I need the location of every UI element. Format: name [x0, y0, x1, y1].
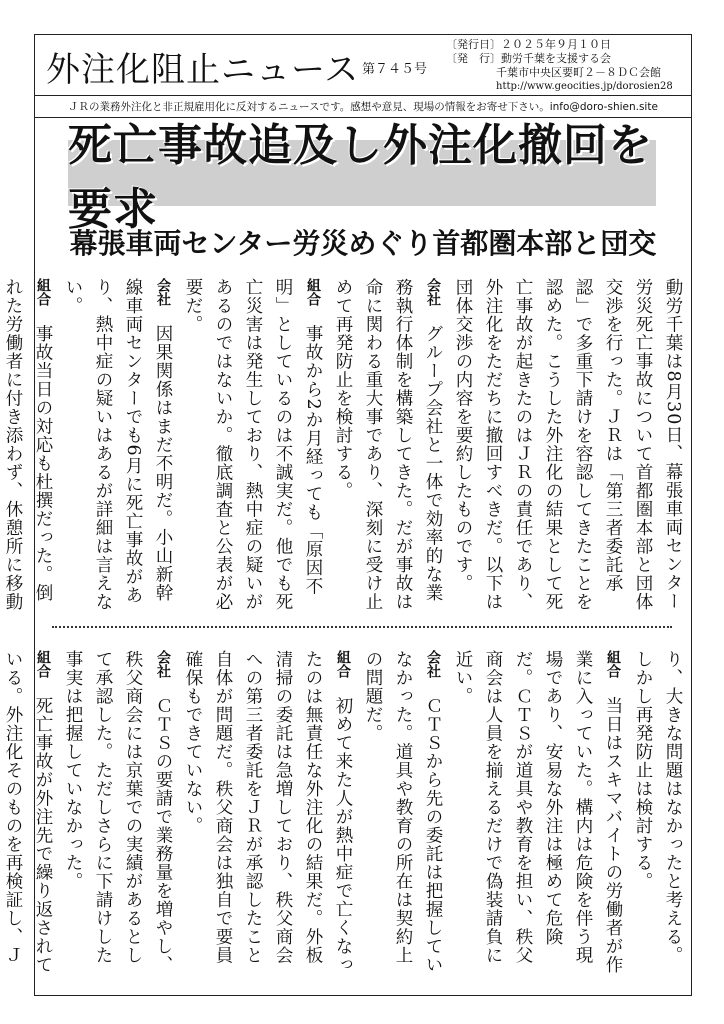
headline: 死亡事故追及し外注化撤回を要求 [68, 120, 653, 235]
dialogue-continuation [628, 650, 688, 980]
dialogue-block [0, 278, 58, 618]
speaker-label: 会社 [425, 650, 441, 678]
speaker-label: 会社 [155, 650, 171, 678]
speaker-label: 会社 [425, 278, 441, 306]
section-divider [52, 626, 672, 628]
address-line: 千葉市中央区要町２－８ＤＣ会館 [496, 66, 661, 79]
masthead [34, 34, 692, 96]
dialogue-text: ＣＴＳから先の委託は把握していなかった。道具や教育の所在は契約上の問題だ。 [363, 650, 443, 974]
dialogue-block [178, 650, 358, 980]
article-upper-section [3, 278, 688, 618]
url-link[interactable]: http://www.geocities.jp/dorosien28 [496, 81, 673, 92]
dialogue-text: 死亡事故が外注先で繰り返されている。外注化そのものを再検証し、Ｊ [3, 650, 53, 974]
speaker-label: 組合 [35, 650, 51, 678]
dialogue-text: グループ会社と一体で効率的な業務執行体制を構築してきた。だが事故は命に関わる重大事であり、深刻に受け止めて再発防止を検討する。 [333, 278, 443, 611]
dialogue-text: 事故から2か月経っても「原因不明」としているのは不誠実だ。他でも死亡災害は発生しており、熱中症の疑いがあるのではないか。徹底調査と公表が必要だ。 [183, 278, 323, 611]
dialogue-block [358, 650, 448, 980]
intro-paragraph: 動労千葉は8月30日、幕張車両センター労災死亡事故について首都圏本部と団体交渉を行った。ＪＲは「第三者委託承認」で多重下請けを容認してきたことを認めた。こうした外注化の結果として死亡事故が起きたのはＪＲの責任であり、外注化をただちに撤回すべきだ。以下は団体交渉の内容を要約したものです。 [453, 278, 683, 611]
publication-info [446, 38, 673, 94]
dialogue-text: り、大きな問題はなかったと考える。しかし再発防止は検討する。 [633, 650, 683, 965]
dialogue-block [0, 650, 58, 980]
date-line: 〔発行日〕２０２５年９月１０日 [446, 38, 611, 51]
dialogue-text: 事故当日の対応も杜撰だった。倒れた労働者に付き添わず、休憩所に移動 [3, 278, 53, 611]
tagline: ＪＲの業務外注化と非正規雇用化に反対するニュースです。感想や意見、現場の情報をお寄せ下さい。info@doro-shien.site [34, 96, 692, 118]
dialogue-text: 初めて来た人が熱中症で亡くなったのは無責任な外注化の結果だ。外板清掃の委託は急増しており、秩父商会への第三者委託をＪＲが承認したこと自体が問題だ。秩父商会は独自で要員確保もできていない。 [183, 650, 353, 974]
dialogue-block [178, 278, 328, 618]
speaker-label: 組合 [305, 278, 321, 306]
dialogue-block [448, 650, 628, 980]
dialogue-text: ＣＴＳの要請で業務量を増やし、秩父商会には京葉での実績があるとして承認した。ただしさらに下請けした事実は把握していなかった。 [63, 650, 173, 974]
dialogue-block [58, 278, 178, 618]
dialogue-text: 当日はスキマバイトの労働者が作業に入っていた。構内は危険を伴う現場であり、安易な外注は極めて危険だ。ＣＴＳが道具や教育を担い、秩父商会は人員を揃えるだけで偽装請負に近い。 [453, 650, 623, 974]
issue-number: 第７４５号 [362, 62, 428, 77]
speaker-label: 組合 [35, 278, 51, 306]
publisher-line: 〔発 行〕動労千葉を支援する会 [446, 52, 611, 65]
dialogue-block [58, 650, 178, 980]
subheadline: 幕張車両センター労災めぐり首都圏本部と団交 [69, 227, 657, 260]
speaker-label: 組合 [605, 650, 621, 678]
speaker-label: 会社 [155, 278, 171, 306]
newsletter-title: 外注化阻止ニュース [46, 50, 360, 90]
article-lower-section [3, 650, 688, 980]
speaker-label: 組合 [335, 650, 351, 678]
dialogue-block [328, 278, 448, 618]
dialogue-text: 因果関係はまだ不明だ。小山新幹線車両センターでも6月に死亡事故があり、熱中症の疑いはあるが詳細は言えない。 [63, 278, 173, 611]
headline-banner [68, 120, 656, 235]
